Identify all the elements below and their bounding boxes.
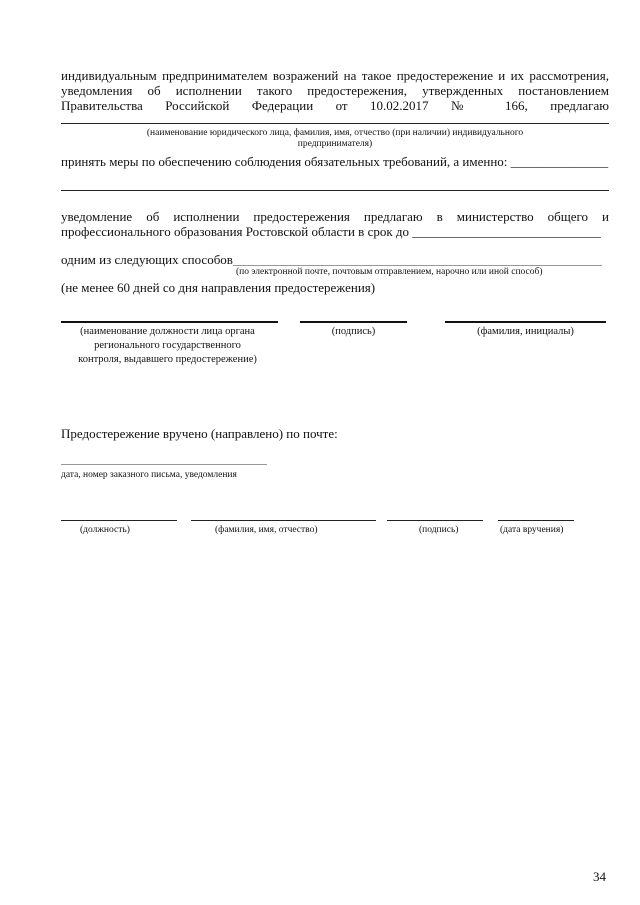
name-line	[445, 321, 606, 323]
footer-date-caption: (дата вручения)	[500, 525, 564, 535]
footer-date-line	[498, 520, 574, 521]
footer-position-caption: (должность)	[80, 525, 130, 535]
notification-line-1: уведомление об исполнении предостережения предлагаю в министерство общего и	[61, 209, 609, 224]
entity-caption-line-2: предпринимателя)	[297, 139, 373, 149]
position-caption-line-3: контроля, выдавшего предостережение)	[78, 354, 257, 365]
intro-line-1: индивидуальным предпринимателем возражений на такое предостережение и их рассмотрения,	[61, 68, 609, 83]
position-caption-line-1: (наименование должности лица органа	[80, 326, 255, 337]
methods-label: одним из следующих способов	[61, 252, 233, 267]
mail-line	[61, 464, 267, 465]
mail-caption: дата, номер заказного письма, уведомления	[61, 470, 237, 480]
page-number: 34	[593, 869, 606, 884]
methods-line	[233, 265, 602, 266]
position-line	[61, 321, 278, 323]
name-caption: (фамилия, инициалы)	[477, 326, 574, 337]
footer-signature-caption: (подпись)	[419, 525, 459, 535]
footer-signature-line	[387, 520, 483, 521]
signature-line	[300, 321, 407, 323]
methods-caption: (по электронной почте, почтовым отправлением, нарочно или иной способ)	[236, 267, 543, 277]
signature-caption: (подпись)	[331, 326, 376, 337]
entity-name-line	[61, 123, 609, 124]
position-caption-line-2: регионального государственного	[94, 340, 241, 351]
measures-line	[61, 190, 609, 191]
measures-text: принять меры по обеспечению соблюдения обязательных требований, а именно: _______________	[61, 154, 609, 169]
footer-name-caption: (фамилия, имя, отчество)	[215, 525, 318, 535]
notification-line-2: профессионального образования Ростовской области в срок до _____________________________	[61, 224, 601, 239]
intro-line-2: уведомления об исполнении такого предостережения, утвержденных постановлением	[61, 83, 609, 98]
footer-position-line	[61, 520, 177, 521]
delivery-heading: Предостережение вручено (направлено) по почте:	[61, 426, 338, 441]
entity-caption-line-1: (наименование юридического лица, фамилия, имя, отчество (при наличии) индивидуального	[146, 128, 524, 138]
footer-name-line	[191, 520, 376, 521]
intro-line-3: Правительства Российской Федерации от 10.02.2017 № 166, предлагаю	[61, 98, 609, 113]
deadline-note: (не менее 60 дней со дня направления предостережения)	[61, 280, 376, 295]
